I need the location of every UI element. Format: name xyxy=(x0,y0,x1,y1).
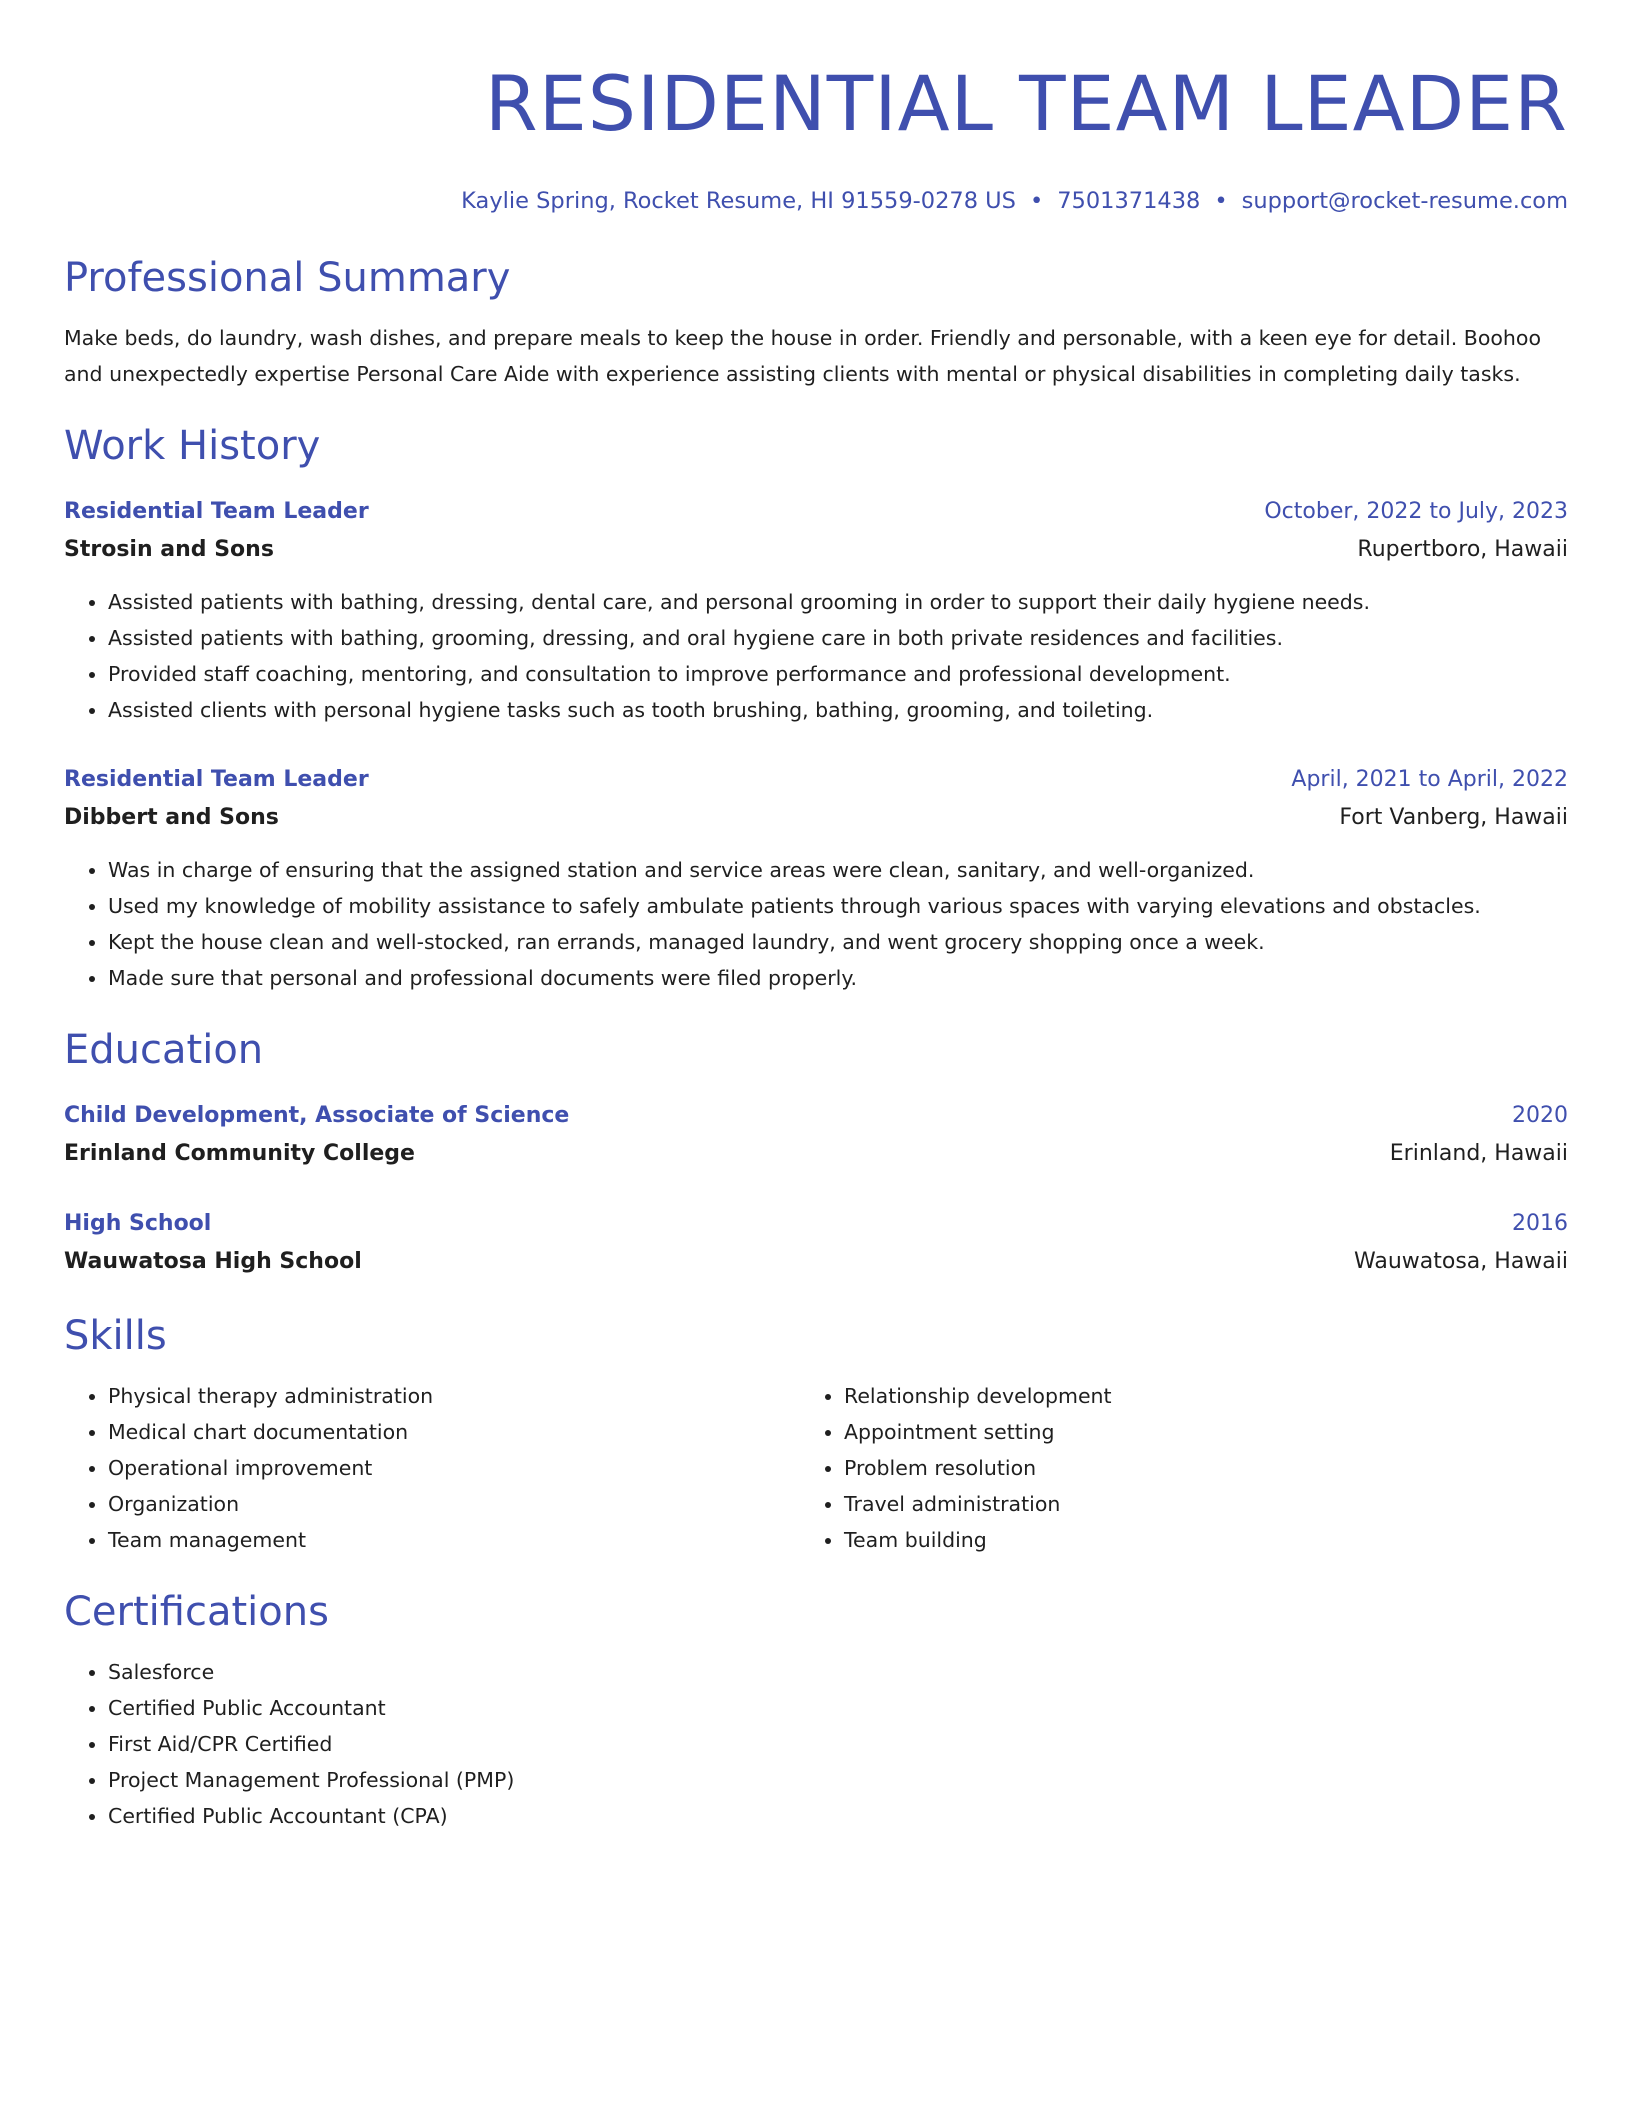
education-entry xyxy=(64,1098,1568,1174)
company-name: Strosin and Sons xyxy=(64,537,274,562)
skill-item: • Travel administration xyxy=(844,1486,1536,1522)
skill-item: • Medical chart documentation xyxy=(108,1414,800,1450)
job-dates: October, 2022 to July, 2023 xyxy=(1264,499,1568,524)
skills-grid xyxy=(64,1378,1568,1558)
list-item: • Assisted patients with bathing, grooming, dressing, and oral hygiene care in both private residences and facilities. xyxy=(108,620,1568,656)
school-name: Wauwatosa High School xyxy=(64,1249,362,1274)
contact-address: Kaylie Spring, Rocket Resume, HI 91559-0278 US xyxy=(461,188,1016,214)
job-title: Residential Team Leader xyxy=(64,767,369,792)
skill-item: • Problem resolution xyxy=(844,1450,1536,1486)
certification-item: • Salesforce xyxy=(108,1654,1568,1690)
list-item: • Assisted patients with bathing, dressing, dental care, and personal grooming in order to support their daily hygiene needs. xyxy=(108,584,1568,620)
contact-line xyxy=(64,186,1568,216)
school-location: Erinland, Hawaii xyxy=(1389,1141,1568,1166)
list-item: • Provided staff coaching, mentoring, and consultation to improve performance and professional development. xyxy=(108,656,1568,692)
education-entry-header xyxy=(64,1098,1568,1134)
list-item: • Kept the house clean and well-stocked, ran errands, managed laundry, and went grocery shopping once a week. xyxy=(108,924,1568,960)
skill-item: • Relationship development xyxy=(844,1378,1536,1414)
job-bullets xyxy=(64,852,1568,996)
section-title-skills: Skills xyxy=(64,1313,167,1359)
job-title: Residential Team Leader xyxy=(64,499,369,524)
school-name: Erinland Community College xyxy=(64,1141,415,1166)
list-item: • Was in charge of ensuring that the assigned station and service areas were clean, sanitary, and well-organized. xyxy=(108,852,1568,888)
certification-item: • Certified Public Accountant (CPA) xyxy=(108,1798,1568,1834)
list-item: • Assisted clients with personal hygiene tasks such as tooth brushing, bathing, grooming, and toileting. xyxy=(108,692,1568,728)
certifications-list xyxy=(64,1654,1568,1834)
list-item: • Used my knowledge of mobility assistance to safely ambulate patients through various spaces with varying elevations and obstacles. xyxy=(108,888,1568,924)
job-dates: April, 2021 to April, 2022 xyxy=(1291,767,1568,792)
work-entry xyxy=(64,494,1568,728)
job-bullets xyxy=(64,584,1568,728)
skills-column-left xyxy=(64,1378,800,1558)
certification-item: • First Aid/CPR Certified xyxy=(108,1726,1568,1762)
work-entry xyxy=(64,762,1568,996)
work-entry-header xyxy=(64,494,1568,530)
contact-email[interactable]: support@rocket-resume.com xyxy=(1241,188,1568,214)
education-entry-school xyxy=(64,1134,1568,1174)
section-title-education: Education xyxy=(64,1027,264,1073)
section-title-summary: Professional Summary xyxy=(64,255,511,301)
skill-item: • Appointment setting xyxy=(844,1414,1536,1450)
job-location: Rupertboro, Hawaii xyxy=(1357,537,1568,562)
certification-item: • Project Management Professional (PMP) xyxy=(108,1762,1568,1798)
skill-item: • Team management xyxy=(108,1522,800,1558)
skill-item: • Operational improvement xyxy=(108,1450,800,1486)
school-location: Wauwatosa, Hawaii xyxy=(1354,1249,1568,1274)
skill-item: • Team building xyxy=(844,1522,1536,1558)
contact-separator: • xyxy=(1029,188,1044,214)
skills-column-right xyxy=(800,1378,1536,1558)
contact-separator: • xyxy=(1214,188,1228,214)
work-entry-employer xyxy=(64,530,1568,570)
work-entry-header xyxy=(64,762,1568,798)
company-name: Dibbert and Sons xyxy=(64,805,279,830)
job-location: Fort Vanberg, Hawaii xyxy=(1339,805,1568,830)
degree-title: High School xyxy=(64,1211,212,1236)
education-entry-header xyxy=(64,1206,1568,1242)
certification-item: • Certified Public Accountant xyxy=(108,1690,1568,1726)
education-entry xyxy=(64,1206,1568,1282)
section-title-certifications: Certifications xyxy=(64,1589,329,1635)
resume-name-heading: RESIDENTIAL TEAM LEADER xyxy=(484,59,1568,148)
degree-title: Child Development, Associate of Science xyxy=(64,1103,570,1128)
skill-item: • Organization xyxy=(108,1486,800,1522)
summary-text: Make beds, do laundry, wash dishes, and prepare meals to keep the house in order. Friendly and personable, with a keen eye for detail. Boohoo and unexpectedly expertise Personal Care Aide with experience assisting clients with mental or physical disabilities in completing daily tasks. xyxy=(64,326,1541,386)
contact-phone: 7501371438 xyxy=(1057,188,1201,214)
work-entry-employer xyxy=(64,798,1568,838)
education-entry-school xyxy=(64,1242,1568,1282)
skill-item: • Physical therapy administration xyxy=(108,1378,800,1414)
list-item: • Made sure that personal and professional documents were filed properly. xyxy=(108,960,1568,996)
graduation-year: 2016 xyxy=(1512,1211,1568,1236)
graduation-year: 2020 xyxy=(1512,1103,1568,1128)
section-title-work-history: Work History xyxy=(64,423,321,469)
